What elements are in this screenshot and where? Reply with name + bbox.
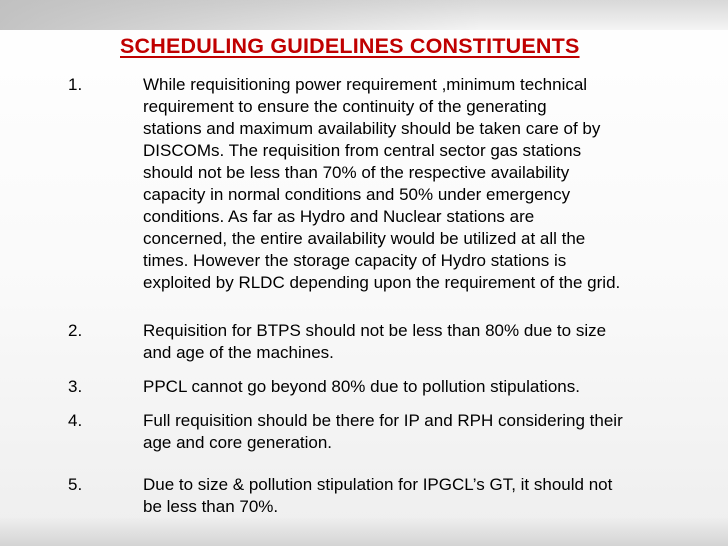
list-item-number: 5. (68, 475, 83, 494)
list-item-text: While requisitioning power requirement ,minimum technical requirement to ensure the continuity of the generating stations and maximum availability should be taken care of by DISCOMs. The requisition from central sector gas stations should not be less than 70% of the respective availability capacity in normal conditions and 50% under emergency conditions. As far as Hydro and Nuclear stations are concerned, the entire availability would be utilized at all the times. However the storage capacity of Hydro stations is exploited by RLDC depending upon the requirement of the grid. (143, 75, 621, 292)
list-item-text: Full requisition should be there for IP and RPH considering their age and core generation. (143, 411, 623, 452)
list-item-text: PPCL cannot go beyond 80% due to pollution stipulations. (143, 377, 580, 396)
footer-band (0, 518, 728, 546)
header-band-shade (0, 0, 480, 30)
list-item-number: 4. (68, 411, 83, 430)
header-band (0, 0, 728, 30)
list-item-text: Requisition for BTPS should not be less than 80% due to size and age of the machines. (143, 321, 607, 362)
list-item-number: 1. (68, 75, 83, 94)
list-item-number: 2. (68, 321, 83, 340)
slide-title: SCHEDULING GUIDELINES CONSTITUENTS (120, 34, 580, 58)
list-item-number: 3. (68, 377, 83, 396)
list-item-text: Due to size & pollution stipulation for IPGCL’s GT, it should not be less than 70%. (143, 475, 613, 516)
